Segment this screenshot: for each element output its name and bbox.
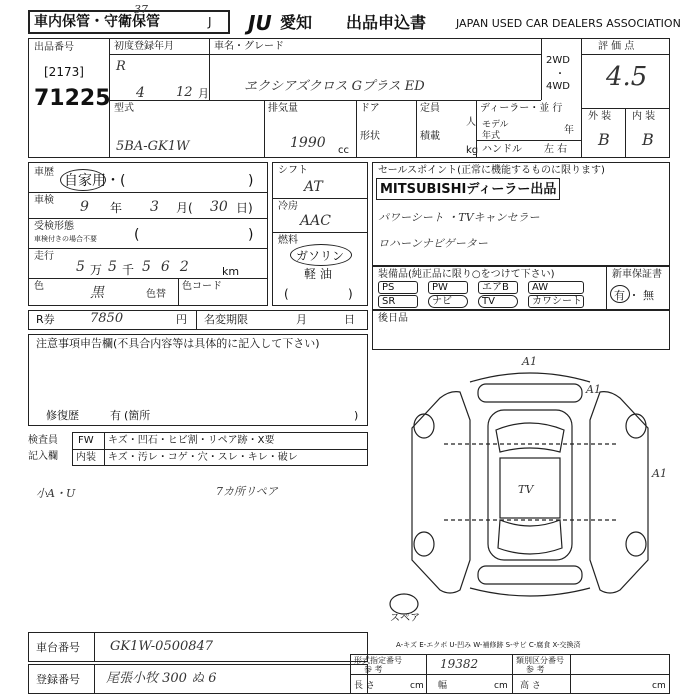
load-unit: kg [466,145,479,156]
new-car-opts: 有 ・ 無 [614,289,654,302]
plate-label: 登録番号 [36,673,80,686]
top-scribble: 37 [134,3,148,16]
type-no-ref: 参 考 [364,665,383,674]
r-ken-label: R券 [36,313,55,326]
shift-value: AT [304,179,323,195]
r-ken-unit: 円 [176,313,187,326]
displacement-value: 1990 [290,135,326,151]
mileage-sen: 5 [108,259,117,275]
listing-no-label: 出品番号 [34,42,74,53]
sales-point-note1: パワーシート ・TVキャンセラー [378,211,540,224]
usage-label: 車歴 [34,167,54,178]
later-docs-label: 後日品 [378,313,408,324]
inspection-month-unit: 月( [176,201,193,215]
equipment-item-label: PS [382,282,395,293]
fuel-circle [290,244,352,266]
sales-point-badge: MITSUBISHIディーラー出品 [380,182,557,197]
diagram-mark-right: A1 [586,383,601,396]
storage-circle: J [208,15,212,29]
equipment-item-label: TV [482,296,495,307]
receive-sub: 車検付きの場合不要 [34,235,97,243]
displacement-label: 排気量 [268,103,298,114]
repair-place: (箇所 [124,409,151,422]
equipment-item [378,295,418,308]
equipment-item [528,281,584,294]
width-unit: cm [494,681,508,691]
inspector-row2: キズ・汚レ・コゲ・穴・スレ・キレ・破レ [108,452,298,463]
r-ken-value: 7850 [90,311,124,326]
receive-label: 受検形態 [34,221,74,232]
drive-4wd: 4WD [546,81,570,92]
model-year-unit: 年 [564,125,574,136]
shape-label: 形状 [360,131,380,142]
height-label: 高 さ [520,681,541,691]
mileage-sen-unit: 千 [122,263,135,277]
spare-label: スペア [390,613,420,624]
name-change-month: 月 [296,313,307,326]
inspector-note-right: 7カ所リペア [216,485,278,498]
type-no-value: 19382 [440,657,479,671]
storage-label: 車内保管・守衛保管 [34,14,160,30]
plate-value: 尾張小牧 300 ぬ 6 [106,671,217,686]
capacity-unit: 人 [466,117,476,128]
name-change-label: 名変期限 [204,313,248,326]
equipment-label: 装備品(純正品に限り○をつけて下さい) [378,269,555,280]
inspection-label: 車検 [34,195,54,206]
aircon-label: 冷房 [278,201,298,212]
equipment-item-label: SR [382,296,396,307]
equipment-item-label: PW [432,282,448,293]
chassis-value: GK1W-0500847 [110,639,214,654]
car-name-value: ヱクシアズクロス Gプラス ED [244,79,425,94]
usage-close: ) [248,173,254,189]
drive-2wd: 2WD [546,55,570,66]
damage-legend: A-キズ E-エクボ U-凹み W-補修跡 S-サビ C-腐食 X-交換済 [396,641,581,649]
equipment-item [378,281,418,294]
listing-sub-no: [2173] [44,65,84,79]
sales-point-label: セールスポイント(正常に機能するものに限ります) [378,165,605,176]
r-ken-frame [28,310,368,330]
handle-label: ハンドル [482,144,522,155]
equipment-item [478,295,518,308]
inspector-note-left: 小A・U [36,487,76,500]
inspector-row2-head: 内装 [76,452,96,463]
mileage-unit: km [222,265,240,278]
equipment-item-label: エアB [482,282,509,293]
usage-value: 自家用・( [64,173,126,189]
registration-month: 12 [176,85,193,100]
equipment-item-label: ナビ [432,296,452,307]
repair-has: 有 [110,409,121,422]
usage-circle [60,169,106,191]
load-label: 積載 [420,131,440,142]
new-car-circle [610,285,630,303]
equipment-item-label: AW [532,282,549,293]
registration-year: 4 [136,85,145,101]
diagram-mark-tv: TV [518,483,534,496]
width-label: 幅 [438,681,448,691]
inspection-year-unit: 年 [110,201,123,215]
equipment-item [528,295,584,308]
mileage-label: 走行 [34,251,54,262]
form-title: 出品申込書 [346,13,427,32]
listing-number: 71225 [34,86,111,111]
int-label: 内 装 [632,111,656,122]
length-label: 長 さ [354,681,375,691]
receive-close: ) [248,227,254,243]
model-label: 型式 [114,103,134,114]
color-code-label: 色コード [182,281,222,292]
color-value: 黒 [90,285,104,301]
name-change-day: 日 [344,313,355,326]
model-value: 5BA-GK1W [116,139,190,154]
inspection-day: 30 [210,199,228,215]
door-label: ドア [360,103,380,114]
inspector-row1-head: FW [78,435,94,446]
type-no-label: 形式指定番号 [354,656,402,665]
registration-era: R [116,59,126,74]
drive-dot: ・ [555,69,565,80]
inspection-month: 3 [150,199,159,215]
car-name-label: 車名・グレード [214,41,284,52]
org-name: 愛知 [280,13,313,32]
repair-label: 修復歴 [46,409,79,422]
class-no-label: 類別区分番号 [516,656,564,665]
equipment-item [428,281,468,294]
fuel-gasoline: ガソリン [296,249,345,263]
diagram-mark-side: A1 [652,467,667,480]
later-docs-frame [372,310,670,350]
repair-close: ) [354,409,359,422]
fuel-paren: ( [284,287,289,301]
inspection-year: 9 [80,199,89,215]
color-change: 色替 [146,289,166,300]
grade-label: 評 価 点 [598,41,635,52]
inspector-label1: 検査員 [28,435,58,446]
mileage-man: 5 [76,259,85,275]
handle-opts: 左 右 [544,144,568,155]
org-en: JAPAN USED CAR DEALERS ASSOCIATION [456,17,681,30]
dealer-parallel: ディーラー・並 行 [480,103,563,114]
aircon-value: AAC [300,213,331,229]
grade-score: 4.5 [606,62,648,92]
shift-label: シフト [278,165,308,176]
equipment-item [478,281,518,294]
equipment-item [428,295,468,308]
inspector-row1: キズ・凹石・ヒビ割・リペア跡・X要 [108,435,275,446]
equipment-item-label: カワシート [532,296,582,307]
registration-label: 初度登録年月 [114,41,174,52]
ju-logo: JU [248,11,272,35]
chassis-label: 車台番号 [36,641,80,654]
displacement-unit: cc [338,145,349,156]
length-unit: cm [410,681,424,691]
new-car-label: 新車保証書 [612,269,662,280]
inspection-day-unit: 日) [236,201,253,215]
mileage-man-unit: 万 [90,263,103,277]
sales-point-note2: ロハーンナビゲーター [378,237,488,250]
fuel-close: ) [348,287,353,301]
model-year-label: モデル 年式 [482,120,509,141]
diagram-mark-top: A1 [522,355,537,368]
ext-label: 外 装 [588,111,612,122]
inspector-label2: 記入欄 [28,451,58,462]
capacity-label: 定員 [420,103,440,114]
fuel-light-oil: 軽 油 [304,267,332,281]
int-grade: B [642,130,654,149]
receive-paren: ( [134,227,140,243]
mileage-rest: 562 [142,259,199,275]
height-unit: cm [652,681,666,691]
fuel-label: 燃料 [278,235,298,246]
notes-label: 注意事項申告欄(不具合内容等は具体的に記入して下さい) [36,337,320,350]
color-label: 色 [34,281,44,292]
class-no-ref: 参 考 [526,665,545,674]
ext-grade: B [598,130,610,149]
registration-month-unit: 月 [198,87,209,100]
